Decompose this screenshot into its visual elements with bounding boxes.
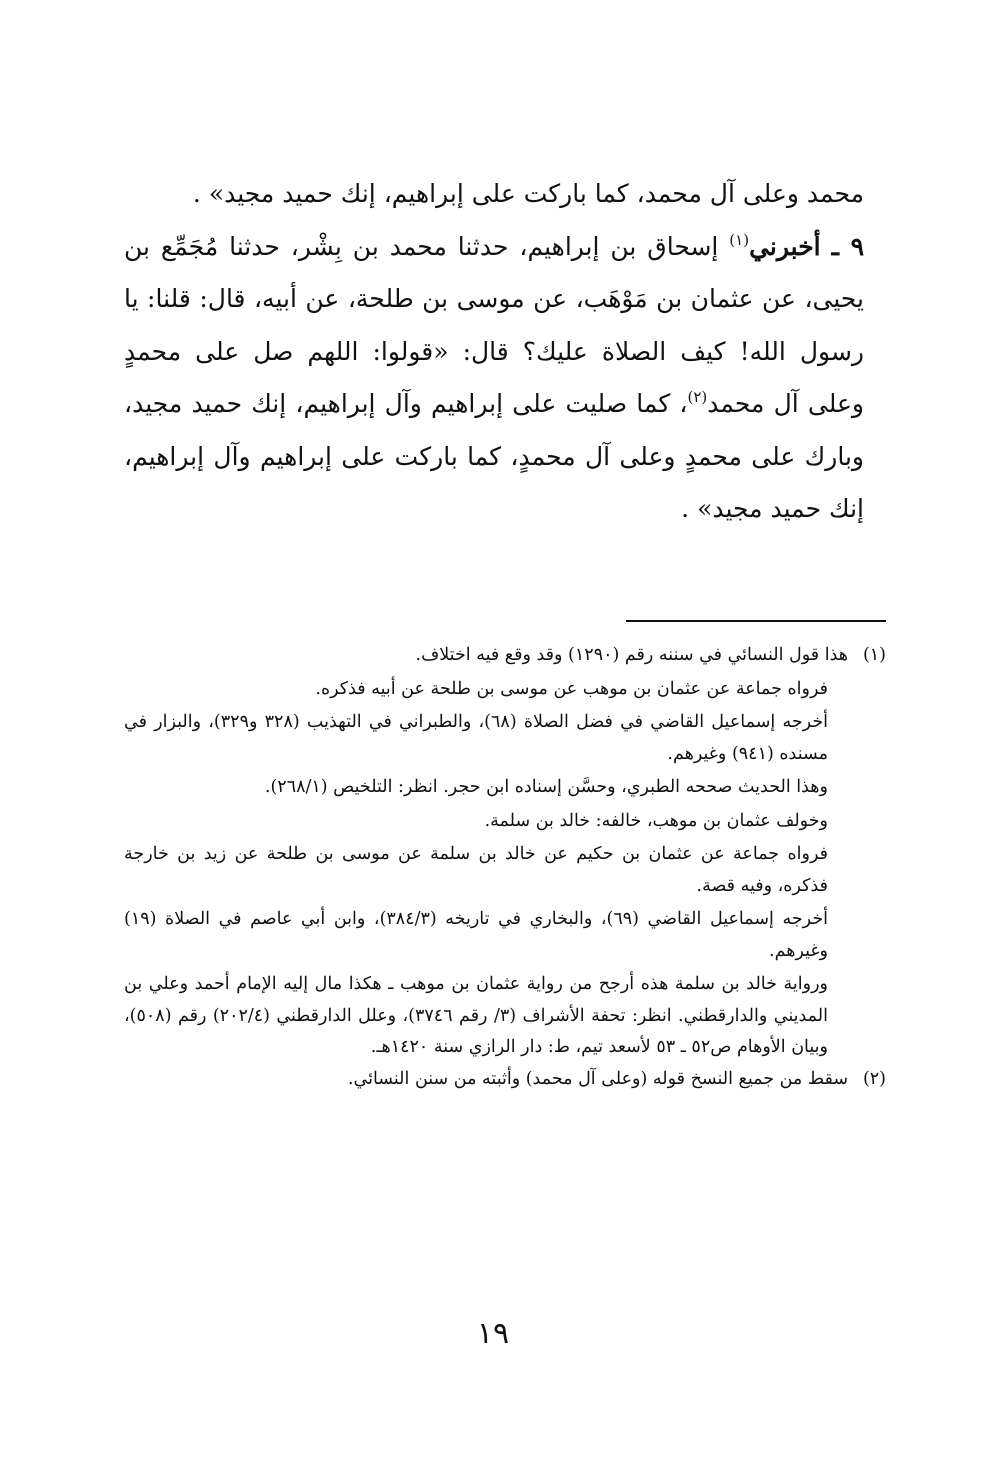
footnote-paragraph: أخرجه إسماعيل القاضي في فضل الصلاة (٦٨)، والطبراني في التهذيب (٣٢٨ و٣٢٩)، والبزار في مسنده (٩٤١) وغيرهم. [124,712,828,764]
footnote-paragraph: فرواه جماعة عن عثمان بن حكيم عن خالد بن سلمة عن موسى بن طلحة عن زيد بن خارجة فذكره، وفيه قصة. [124,844,828,896]
footnote-1 [124,640,886,1064]
footnote-body [124,1064,848,1096]
footnote-paragraph: أخرجه إسماعيل القاضي (٦٩)، والبخاري في تاريخه (٣٨٤/٣)، وابن أبي عاصم في الصلاة (١٩) وغيرهم. [124,909,829,961]
page-number: ١٩ [476,1316,510,1351]
main-text-block [124,168,864,536]
footnote-paragraph: هذا قول النسائي في سننه رقم (١٢٩٠) وقد وقع فيه اختلاف. [415,645,848,665]
footnote-ref-1: (١) [729,230,750,249]
footnotes-section [124,640,886,1095]
hadith-paragraph [124,221,864,536]
footnote-body [124,640,848,1064]
hadith-lead-word: أخبرني [749,231,821,261]
footnote-paragraph: وهذا الحديث صححه الطبري، وحسَّن إسناده ابن حجر. انظر: التلخيص (٢٦٨/١). [264,777,828,797]
footnote-paragraph: ورواية خالد بن سلمة هذه أرجح من رواية عثمان بن موهب ـ هكذا مال إليه الإمام أحمد وعلي بن المديني والدارقطني. انظر: تحفة الأشراف (٣/ رقم ٣٧٤٦)، وعلل الدارقطني (٢٠٢/٤) رقم (٥٠٨)، وبيان الأوهام ص٥٢ ـ ٥٣ لأسعد تيم، ط: دار الرازي سنة ١٤٢٠هـ. [124,974,828,1057]
footnote-paragraph: وخولف عثمان بن موهب، خالفه: خالد بن سلمة. [484,810,828,831]
footnote-separator [626,620,886,622]
hadith-chain-text: إسحاق بن إبراهيم، حدثنا محمد بن بِشْر، حدثنا مُجَمِّع بن يحيى، عن عثمان بن مَوْهَب، عن موسى بن طلحة، عن أبيه، قال: قلنا: يا رسول الله! كيف الصلاة عليك؟ قال: «قولوا: اللهم صل على محمدٍ وعلى آل محمد [124,231,864,418]
footnote-ref-2: (٢) [687,388,708,406]
opening-line: محمد وعلى آل محمد، كما باركت على إبراهيم، إنك حميد مجيد» . [192,179,864,208]
hadith-number: ٩ ـ [831,231,865,261]
footnote-paragraph: فرواه جماعة عن عثمان بن موهب عن موسى بن طلحة عن أبيه فذكره. [315,678,828,699]
footnote-number: (١) [862,645,886,665]
footnote-number: (٢) [862,1068,886,1089]
hadith-closing-text: ، كما صليت على إبراهيم وآل إبراهيم، إنك حميد مجيد، وبارك على محمدٍ وعلى آل محمدٍ، كما باركت على إبراهيم وآل إبراهيم، إنك حميد مجيد» . [124,389,864,523]
footnote-paragraph: سقط من جميع النسخ قوله (وعلى آل محمد) وأثبته من سنن النسائي. [347,1068,848,1089]
footnote-2 [124,1064,886,1096]
